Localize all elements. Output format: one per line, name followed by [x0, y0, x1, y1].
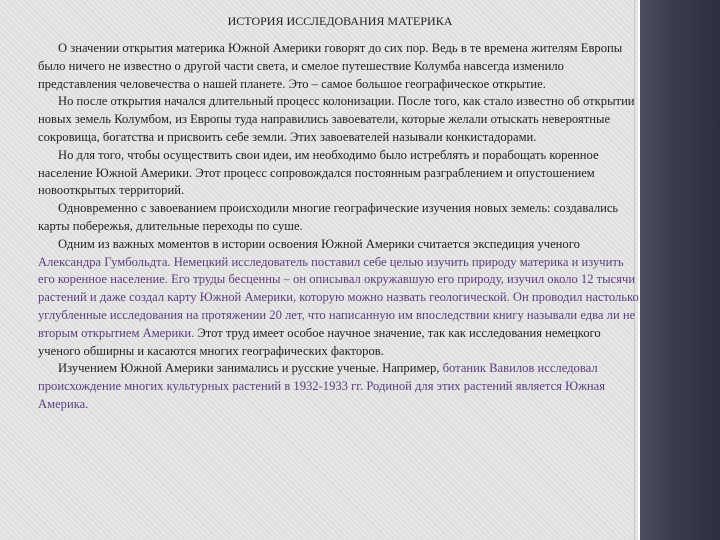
paragraph-text: Одновременно с завоеванием происходили многие географические изучения новых земель: создавались карты побережья, длительные переходы по суше. — [38, 201, 619, 233]
document-body — [38, 14, 642, 414]
page-title: ИСТОРИЯ ИССЛЕДОВАНИЯ МАТЕРИКА — [227, 14, 453, 28]
paragraph — [38, 360, 642, 413]
decorative-sidebar — [640, 0, 720, 540]
paragraph — [38, 40, 642, 93]
paragraph-text: Но для того, чтобы осуществить свои идеи, им необходимо было истреблять и порабощать коренное население Южной Америки. Этот процесс сопровождался постоянным разграблением и опустошением новооткрытых территорий. — [38, 147, 599, 198]
paragraph-text: Изучением Южной Америки занимались и русские ученые. Например, — [58, 361, 443, 376]
paragraph — [38, 200, 642, 236]
paragraph-text: О значении открытия материка Южной Америки говорят до сих пор. Ведь в те времена жителям Европы было ничего не известно о другой части света, и смелое путешествие Колумба навсегда изменило представления человечества о нашей планете. Это – самое большое географическое открытие. — [38, 41, 623, 91]
highlighted-text: Александра Гумбольдта. Немецкий исследователь поставил себе целью изучить природу материка и изучить его коренное население. Его труды бесценны – он описывал окружавшую его природу, изучил около 12 тысячи растений и даже создал карту Южной Америки, которую можно назвать геологической. Он проводил настолько углубленные исследования на протяжении 20 лет, что написанную им впоследствии книгу называли едва ли не вторым открытием Америки. — [38, 254, 639, 340]
paragraph — [38, 236, 642, 361]
paragraph-text: Но после открытия начался длительный процесс колонизации. После того, как стало известно об открытии новых земель Колумбом, из Европы туда направились завоеватели, которые желали отыскать невероятные сокровища, богатства и присвоить себе земли. Этих завоевателей называли конкистадорами. — [38, 94, 635, 144]
highlighted-text: ботаник Вавилов исследовал происхождение многих культурных растений в 1932-1933 гг. Родиной для этих растений является Южная Америка. — [38, 361, 606, 411]
paragraph-container — [38, 40, 642, 414]
paragraph-text: Одним из важных моментов в истории освоения Южной Америки считается экспедиция ученого — [58, 236, 580, 251]
paragraph — [38, 147, 642, 200]
paragraph — [38, 93, 642, 146]
paragraph-text: Этот труд имеет особое научное значение, так как исследования немецкого ученого обширны и касаются многих географических факторов. — [38, 325, 601, 358]
